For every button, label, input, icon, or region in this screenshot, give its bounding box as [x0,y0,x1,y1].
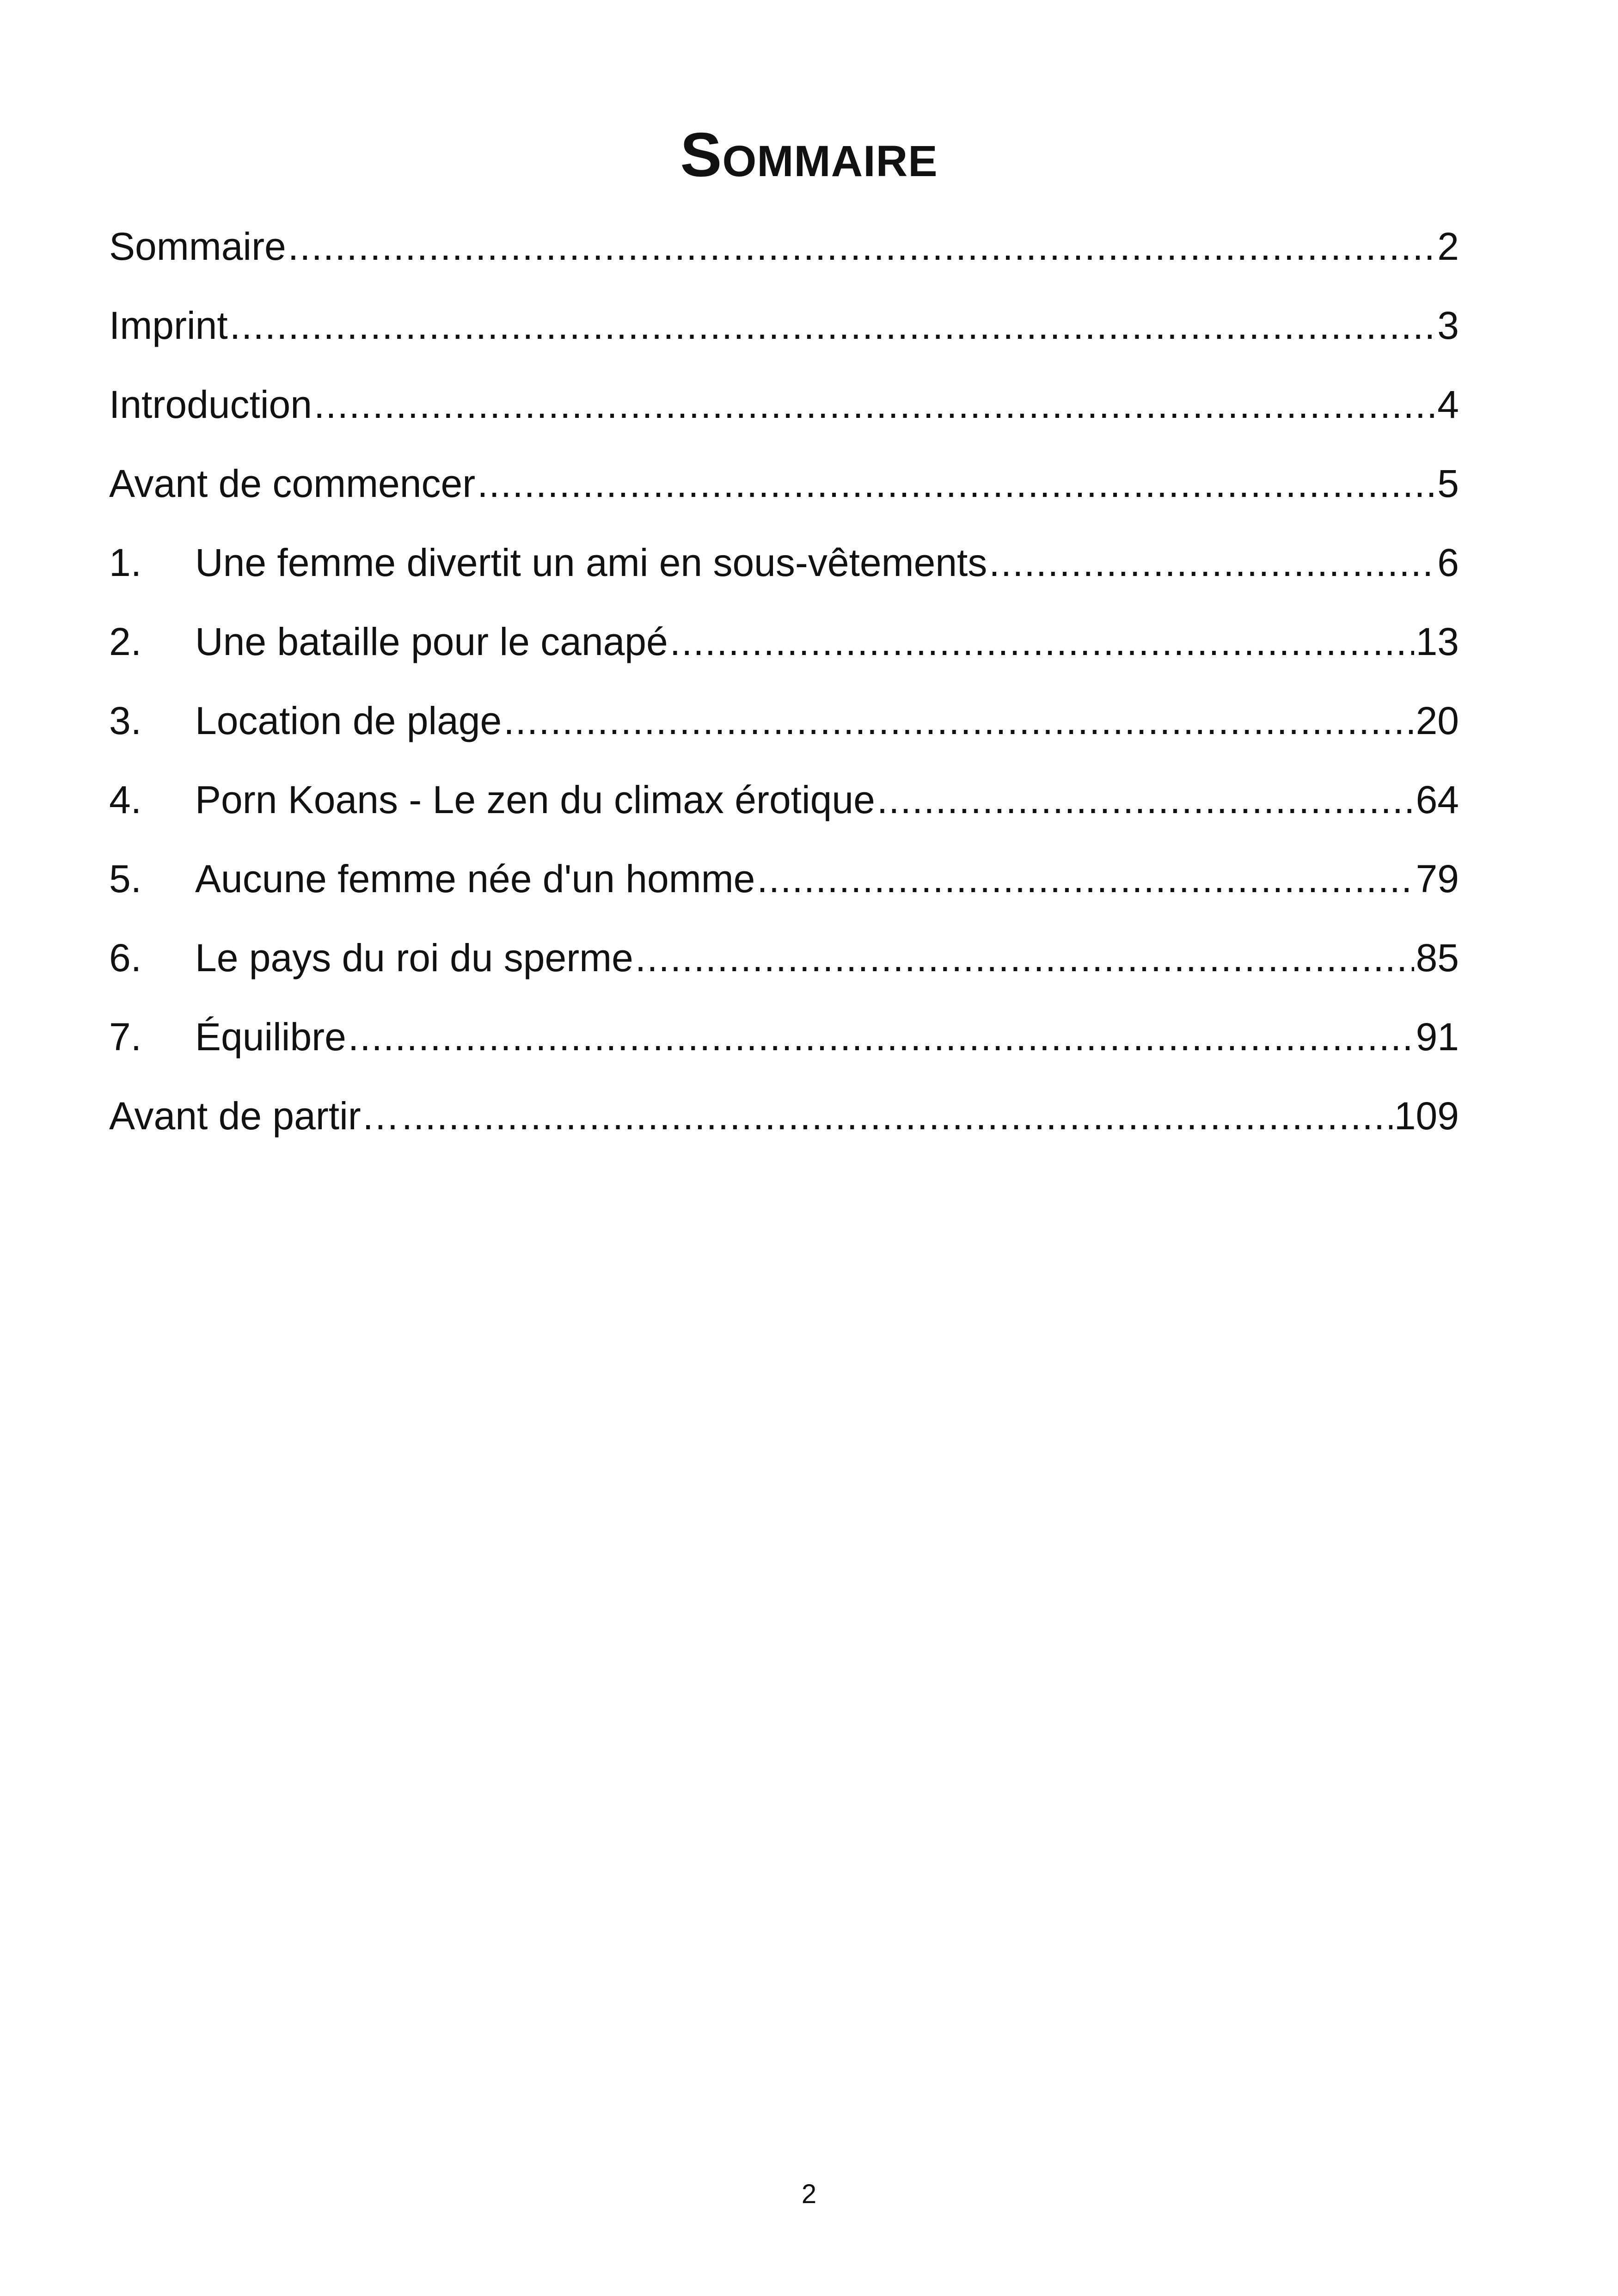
toc-entry-page: 4 [1437,383,1459,426]
toc-entry-number: 3. [109,699,142,742]
toc-entry-chapter-7[interactable] [109,1007,1459,1086]
toc-dot-leader [230,295,1436,355]
toc-entry-label: Une femme divertit un ami en sous-vêtements [195,541,987,584]
toc-entry-page: 6 [1437,541,1459,584]
toc-dot-leader [757,849,1414,909]
toc-entry-label: Sommaire [109,225,286,268]
page-number: 2 [801,2179,817,2209]
toc-entry-chapter-1[interactable] [109,533,1459,612]
toc-entry-imprint[interactable] [109,295,1459,374]
toc-entry-label: Équilibre [195,1015,346,1059]
toc-entry-label: Introduction [109,383,312,426]
toc-entry-number: 2. [109,620,142,663]
toc-entry-number: 5. [109,857,142,900]
page-title: Sommaire [680,120,938,190]
toc-entry-page: 5 [1437,462,1459,505]
table-of-contents [109,216,1459,1165]
toc-entry-page: 79 [1416,857,1459,900]
toc-entry-page: 85 [1416,936,1459,980]
toc-entry-page: 13 [1416,620,1459,663]
toc-entry-chapter-6[interactable] [109,928,1459,1007]
toc-entry-introduction[interactable] [109,374,1459,453]
toc-entry-page: 3 [1437,304,1459,347]
toc-dot-leader [477,453,1435,514]
toc-entry-page: 2 [1437,225,1459,268]
toc-entry-page: 109 [1394,1094,1459,1138]
toc-entry-chapter-4[interactable] [109,770,1459,849]
toc-entry-label: Le pays du roi du sperme [195,936,633,980]
toc-entry-number: 4. [109,778,142,821]
toc-entry-label: Avant de commencer [109,462,476,505]
toc-dot-leader [877,770,1414,830]
toc-entry-page: 64 [1416,778,1459,821]
toc-entry-chapter-3[interactable] [109,691,1459,770]
toc-entry-page: 20 [1416,699,1459,742]
toc-dot-leader [670,612,1414,672]
toc-entry-number: 7. [109,1015,142,1059]
toc-entry-chapter-5[interactable] [109,849,1459,928]
toc-entry-avant-de-partir[interactable] [109,1086,1459,1165]
toc-entry-chapter-2[interactable] [109,612,1459,691]
toc-entry-label: Aucune femme née d'un homme [195,857,755,900]
toc-entry-sommaire[interactable] [109,216,1459,295]
toc-entry-number: 1. [109,541,142,584]
toc-dot-leader [314,374,1435,435]
toc-dot-leader [288,216,1436,276]
toc-entry-label: Location de plage [195,699,502,742]
toc-entry-avant-de-commencer[interactable] [109,453,1459,533]
toc-dot-leader [635,928,1414,988]
toc-entry-label: Porn Koans - Le zen du climax érotique [195,778,875,821]
toc-dot-leader [348,1007,1414,1067]
toc-dot-leader [503,691,1414,751]
toc-entry-label: Une bataille pour le canapé [195,620,668,663]
toc-dot-leader [402,1086,1392,1146]
toc-entry-label: Avant de partir… [109,1094,400,1138]
toc-dot-leader [989,533,1435,593]
toc-entry-number: 6. [109,936,142,980]
toc-entry-page: 91 [1416,1015,1459,1059]
toc-entry-label: Imprint [109,304,228,347]
